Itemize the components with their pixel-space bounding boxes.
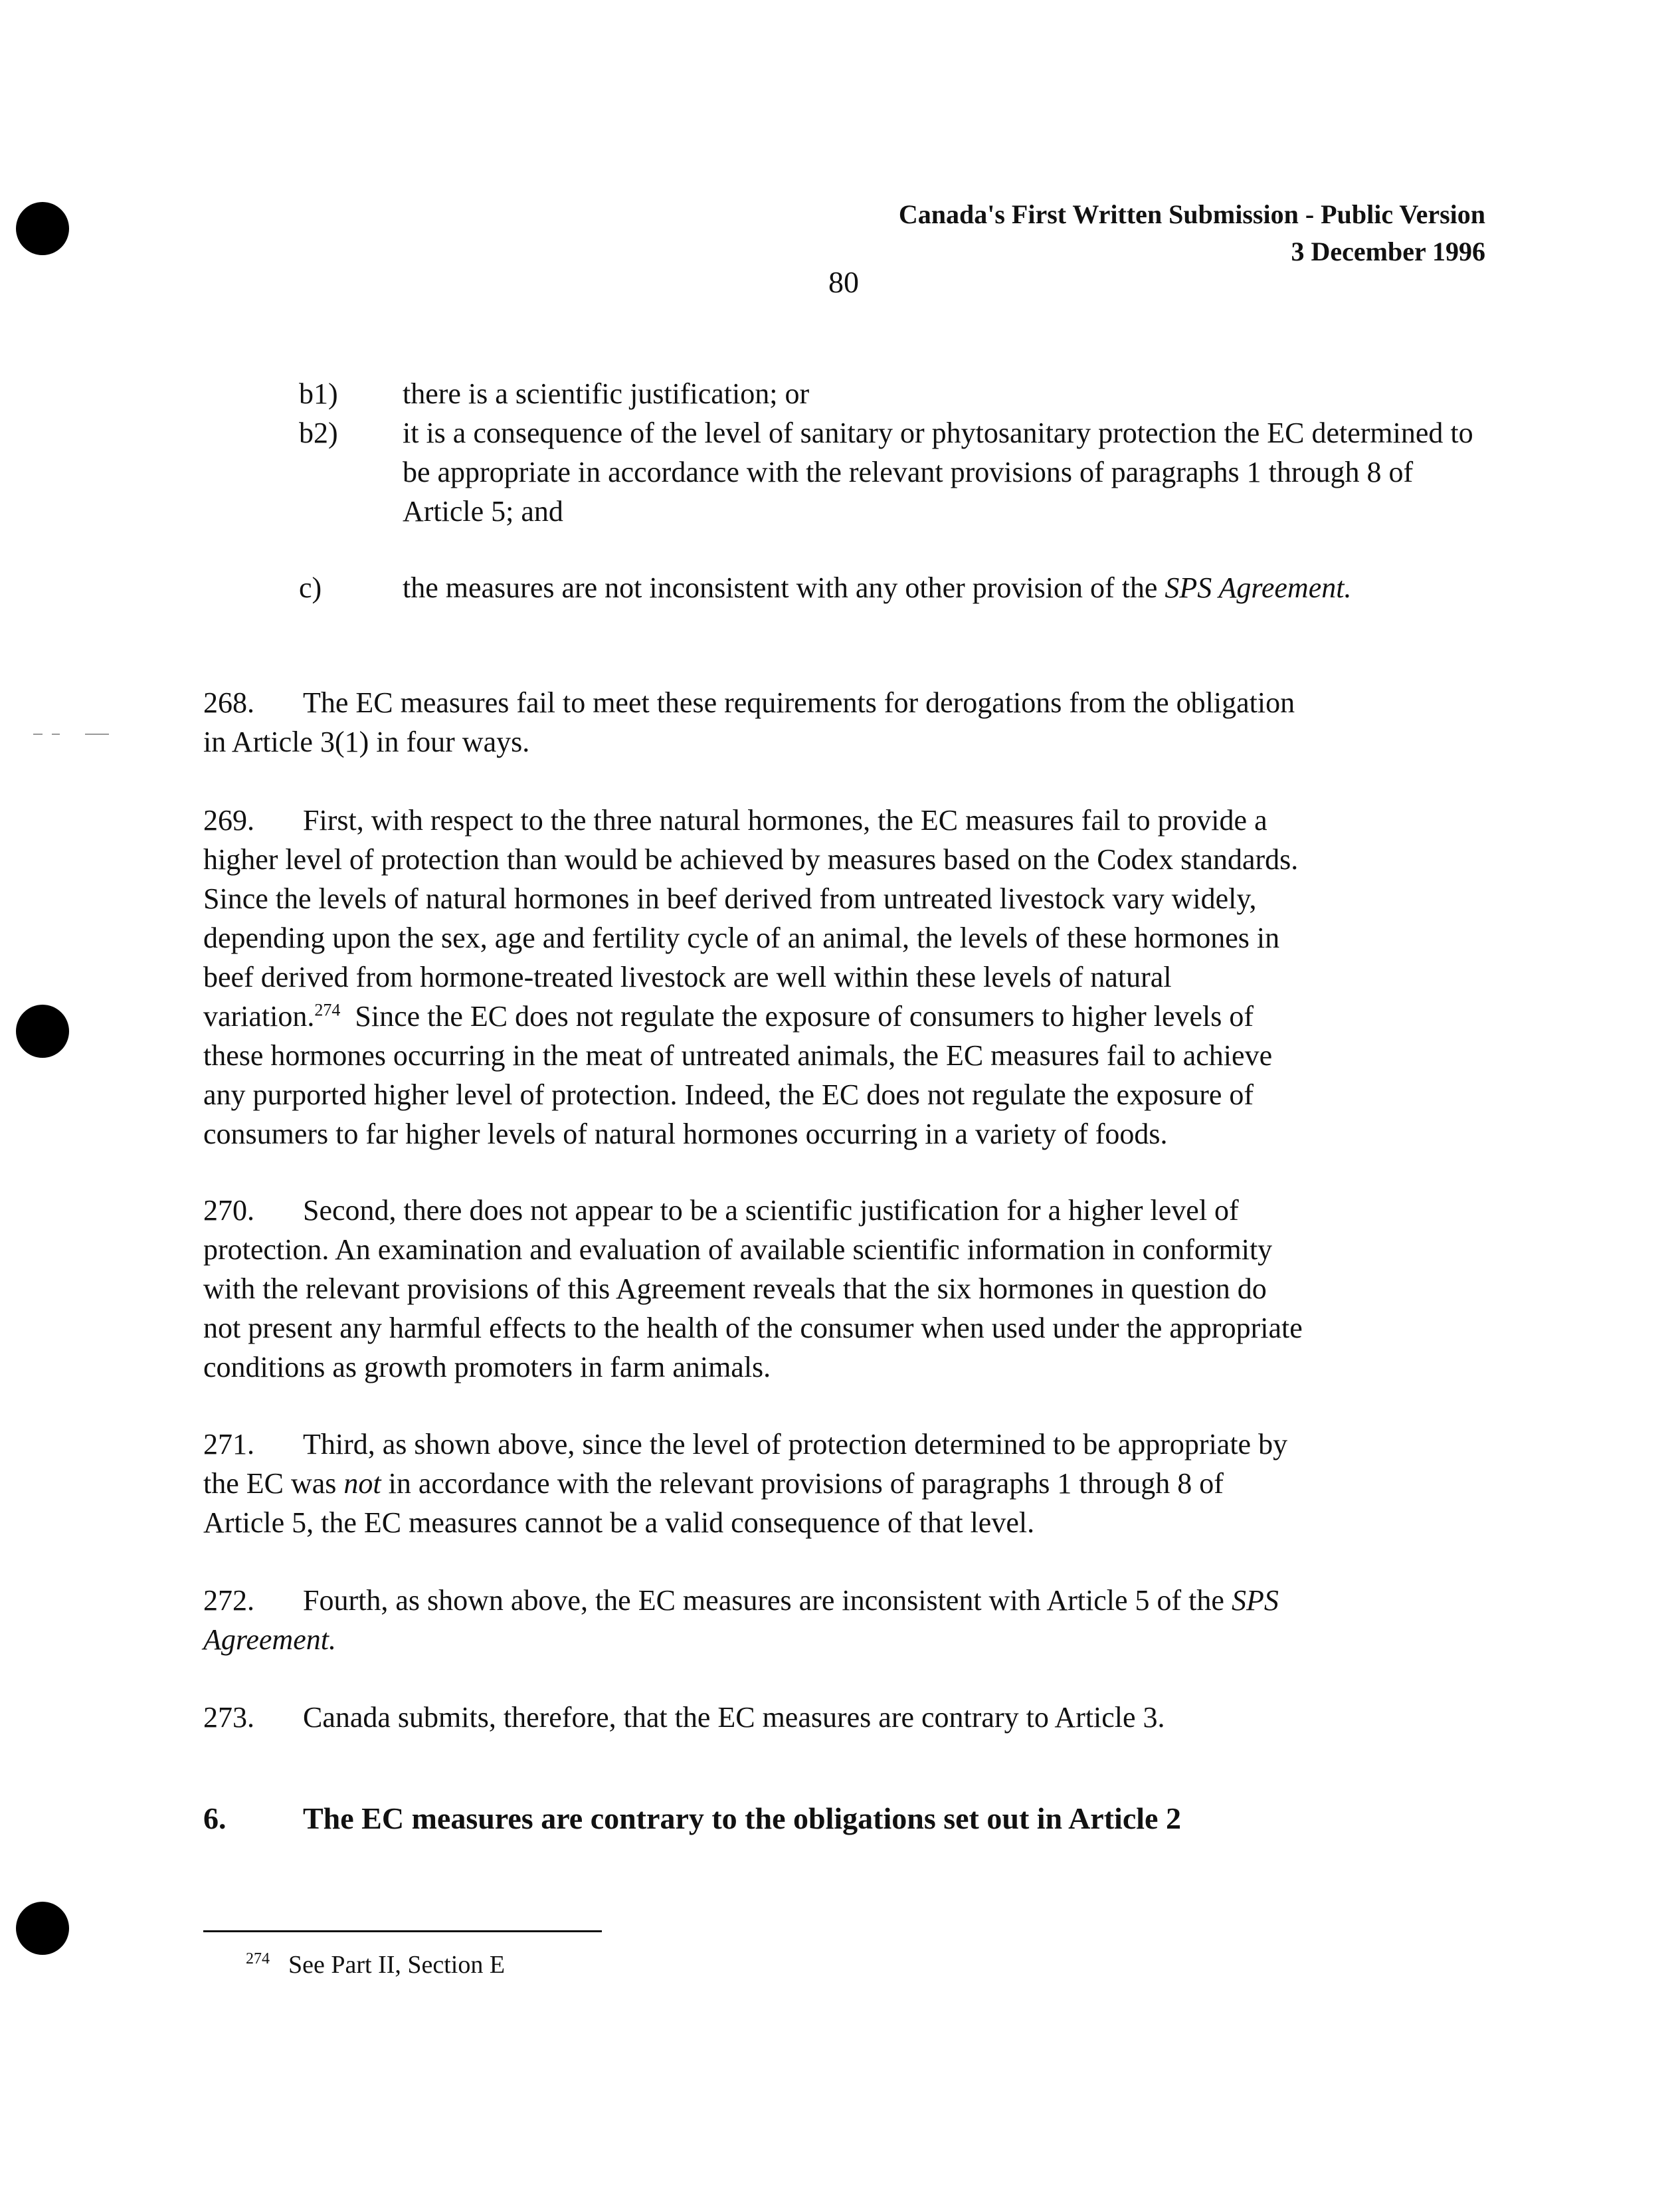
- paragraph-273: 273. Canada submits, therefore, that the EC measures are contrary to Article 3.: [203, 1698, 1499, 1737]
- paragraph-271: 271. Third, as shown above, since the level of protection determined to be appropriate by the EC was not in accordance with the relevant provisions of paragraphs 1 through 8 of Article 5, the EC measures cannot be a valid consequence of that level.: [203, 1425, 1499, 1542]
- page-number: 80: [828, 265, 859, 299]
- footnote-number: 274: [246, 1950, 270, 1968]
- italic-agreement-name: Agreement.: [203, 1623, 336, 1656]
- paragraph-number: 273.: [203, 1701, 254, 1734]
- header-title: Canada's First Written Submission - Public Version: [898, 199, 1485, 229]
- punch-hole-middle: [16, 1005, 69, 1058]
- paragraph-number: 268.: [203, 686, 254, 719]
- scan-mark: [33, 734, 43, 735]
- punch-hole-top: [16, 202, 69, 255]
- paragraph-number: 270.: [203, 1194, 254, 1227]
- paragraph-number: 269.: [203, 804, 254, 837]
- list-item-text: the measures are not inconsistent with any other provision of the SPS Agreement.: [403, 571, 1352, 604]
- footnote-reference[interactable]: 274: [314, 1000, 341, 1020]
- footnote: [246, 1950, 505, 1979]
- footnote-separator: [203, 1930, 602, 1932]
- paragraph-number: 272.: [203, 1584, 254, 1617]
- italic-agreement-name: SPS: [1231, 1584, 1279, 1617]
- section-heading: [203, 1801, 1181, 1836]
- list-item-label: c): [299, 571, 322, 604]
- italic-agreement-name: SPS Agreement.: [1165, 571, 1352, 604]
- document-header: [899, 196, 1485, 270]
- scan-mark: [85, 734, 109, 735]
- list-item-label: b2): [299, 417, 338, 449]
- section-number: 6.: [203, 1801, 227, 1835]
- footnote-text: See Part II, Section E: [288, 1951, 506, 1979]
- list-item-text: there is a scientific justification; or: [403, 377, 810, 410]
- paragraph-270: 270. Second, there does not appear to be a scientific justification for a higher level of protection. An examination and evaluation of available scientific information in conformity with the relevant provisions of this Agreement reveals that the six hormones in question do not present any harmful effects to the health of the consumer when used under the appropriate conditions as growth promoters in farm animals.: [203, 1191, 1499, 1387]
- list-item-text: it is a consequence of the level of sanitary or phytosanitary protection the EC determined to be appropriate in accordance with the relevant provisions of paragraphs 1 through 8 of Article 5; and: [403, 417, 1473, 528]
- paragraph-268: 268. The EC measures fail to meet these requirements for derogations from the obligation in Article 3(1) in four ways.: [203, 683, 1499, 761]
- list-item-label: b1): [299, 377, 338, 410]
- paragraph-272: 272. Fourth, as shown above, the EC measures are inconsistent with Article 5 of the SPS Agreement.: [203, 1581, 1499, 1659]
- header-date: 3 December 1996: [1291, 237, 1485, 266]
- section-title: The EC measures are contrary to the obligations set out in Article 2: [303, 1801, 1181, 1835]
- punch-hole-bottom: [16, 1902, 69, 1955]
- paragraph-269: 269. First, with respect to the three natural hormones, the EC measures fail to provide a higher level of protection than would be achieved by measures based on the Codex standards. Since the levels of natural hormones in beef derived from untreated livestock vary widely, depending upon the sex, age and fertility cycle of an animal, the levels of these hormones in beef derived from hormone-treated livestock are well within these levels of natural variation.$^{274}$ Since the EC does not regulate the exposure of consumers to higher levels of these hormones occurring in the meat of untreated animals, the EC measures fail to achieve any purported higher level of protection. Indeed, the EC does not regulate the exposure of consumers to far higher levels of natural hormones occurring in a variety of foods.: [203, 801, 1499, 1154]
- paragraph-number: 271.: [203, 1428, 254, 1460]
- scan-mark: [52, 734, 60, 735]
- italic-emphasis: not: [343, 1467, 381, 1500]
